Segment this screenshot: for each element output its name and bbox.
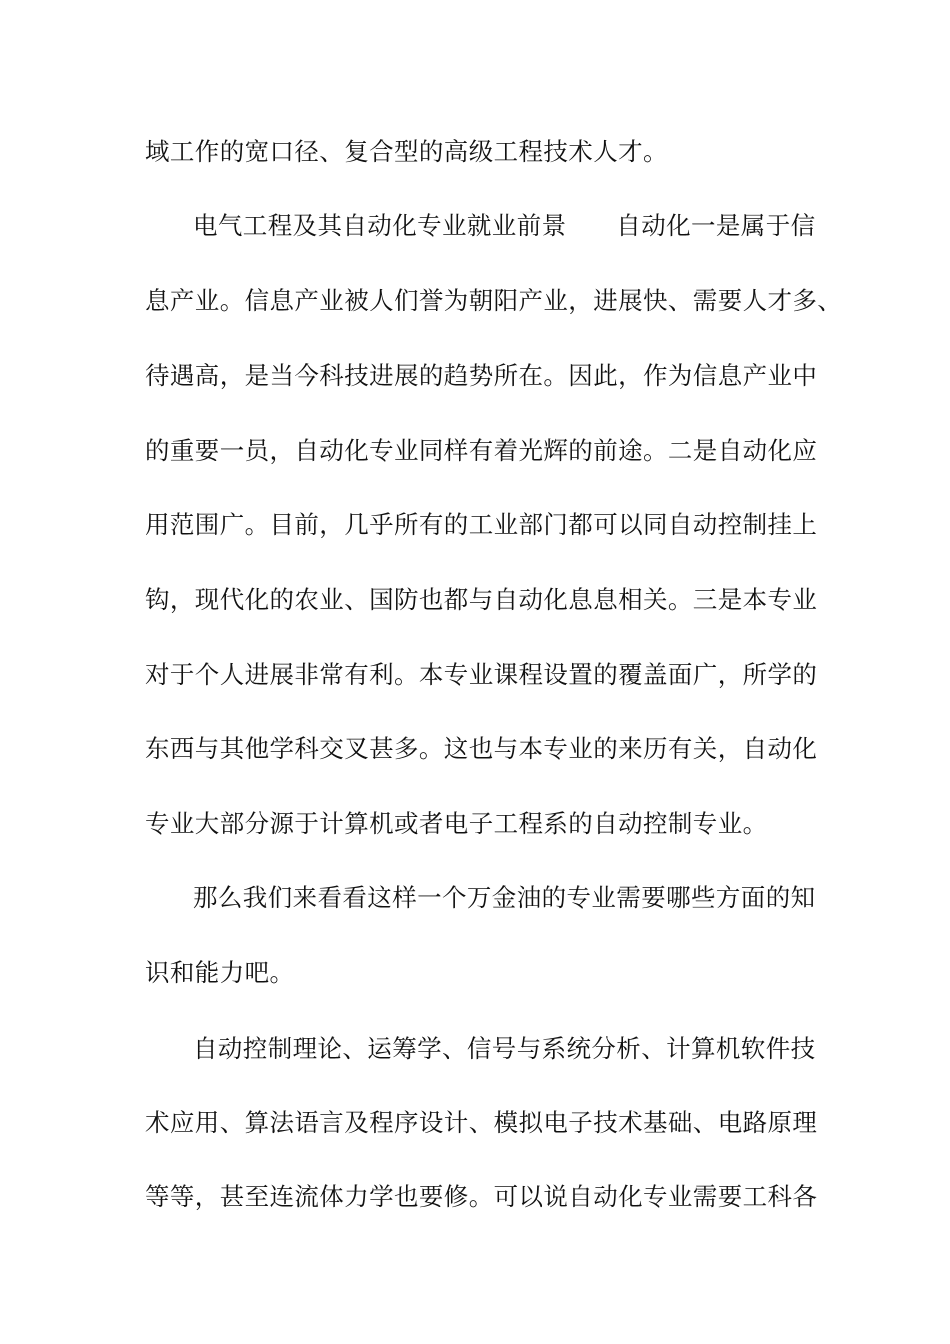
paragraph-line: 识和能力吧。	[145, 958, 295, 987]
paragraph-line: 域工作的宽口径、复合型的高级工程技术人才。	[145, 137, 668, 166]
paragraph-line: 钩，现代化的农业、国防也都与自动化息息相关。三是本专业	[145, 585, 818, 614]
paragraph-line: 待遇高，是当今科技进展的趋势所在。因此，作为信息产业中	[145, 361, 818, 390]
paragraph-line: 用范围广。目前，几乎所有的工业部门都可以同自动控制挂上	[145, 510, 818, 539]
paragraph-line: 等等，甚至连流体力学也要修。可以说自动化专业需要工科各	[145, 1182, 818, 1211]
paragraph-line: 的重要一员，自动化专业同样有着光辉的前途。二是自动化应	[145, 436, 818, 465]
paragraph-line: 息产业。信息产业被人们誉为朝阳产业，进展快、需要人才多、	[145, 286, 843, 315]
paragraph-line: 那么我们来看看这样一个万金油的专业需要哪些方面的知	[193, 883, 816, 912]
paragraph-line: 专业大部分源于计算机或者电子工程系的自动控制专业。	[145, 809, 768, 838]
paragraph-line: 自动控制理论、运筹学、信号与系统分析、计算机软件技	[193, 1034, 816, 1063]
paragraph-line: 东西与其他学科交叉甚多。这也与本专业的来历有关，自动化	[145, 734, 818, 763]
paragraph-line: 电气工程及其自动化专业就业前景 自动化一是属于信	[193, 211, 816, 240]
paragraph-line: 对于个人进展非常有利。本专业课程设置的覆盖面广，所学的	[145, 660, 818, 689]
paragraph-line: 术应用、算法语言及程序设计、模拟电子技术基础、电路原理	[145, 1108, 818, 1137]
